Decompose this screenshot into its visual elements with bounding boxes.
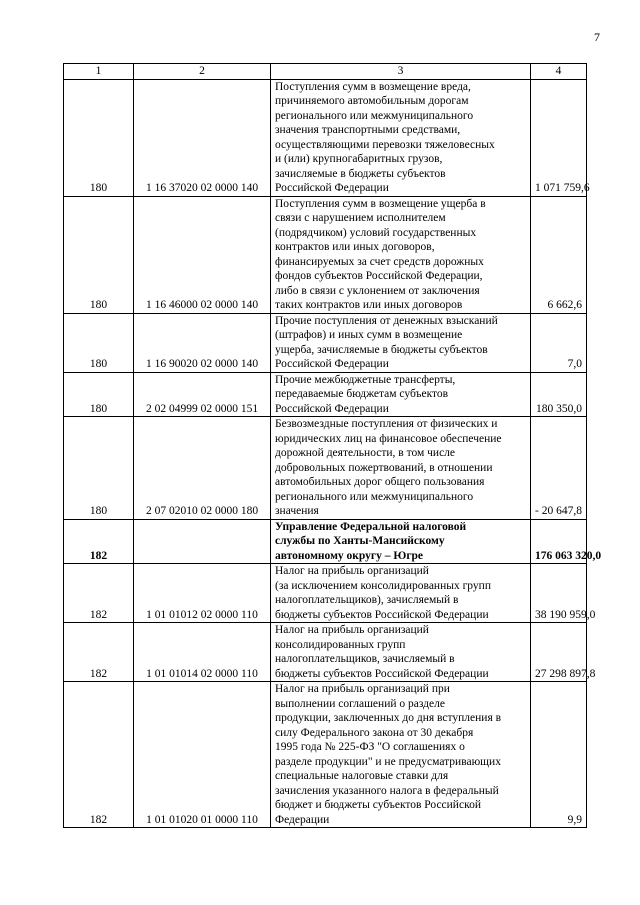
- table-row: [64, 623, 587, 682]
- budget-code-cell: 1 16 46000 02 0000 140: [134, 196, 271, 313]
- revenue-name-cell: Налог на прибыль организаций консолидированных групп налогоплательщиков, зачисляемый в бюджеты субъектов Российской Федерации: [271, 623, 531, 682]
- amount-cell: 7,0: [531, 313, 587, 372]
- revenue-name-cell: Поступления сумм в возмещение ущерба в связи с нарушением исполнителем (подрядчиком) условий государственных контрактов или иных договоров, финансируемых за счет средств дорожных фондов субъектов Российской Федерации, либо в связи с уклонением от заключения таких контрактов или иных договоров: [271, 196, 531, 313]
- amount-cell: 9,9: [531, 682, 587, 828]
- table-row: [64, 564, 587, 623]
- column-header-4: 4: [531, 64, 587, 80]
- admin-code-cell: 180: [64, 372, 134, 417]
- admin-code-cell: 182: [64, 519, 134, 564]
- revenue-name-cell: Налог на прибыль организаций (за исключением консолидированных групп налогоплательщиков), зачисляемый в бюджеты субъектов Российской Федерации: [271, 564, 531, 623]
- revenue-name-cell: Безвозмездные поступления от физических и юридических лиц на финансовое обеспечение дорожной деятельности, в том числе добровольных пожертвований, в отношении автомобильных дорог общего пользования регионального или межмуниципального значения: [271, 417, 531, 520]
- budget-code-cell: 1 01 01020 01 0000 110: [134, 682, 271, 828]
- budget-code-cell: 2 07 02010 02 0000 180: [134, 417, 271, 520]
- budget-code-cell: 1 16 90020 02 0000 140: [134, 313, 271, 372]
- admin-code-cell: 180: [64, 313, 134, 372]
- admin-code-cell: 180: [64, 417, 134, 520]
- table-row: [64, 519, 587, 564]
- table-header-row: [64, 64, 587, 80]
- revenue-name-cell: Налог на прибыль организаций при выполнении соглашений о разделе продукции, заключенных до дня вступления в силу Федерального закона от 30 декабря 1995 года № 225-ФЗ "О соглашениях о разделе продукции" и не предусматривающих специальные налоговые ставки для зачисления указанного налога в федеральный бюджет и бюджеты субъектов Российской Федерации: [271, 682, 531, 828]
- admin-code-cell: 182: [64, 564, 134, 623]
- amount-cell: 6 662,6: [531, 196, 587, 313]
- revenue-table: [63, 63, 602, 828]
- admin-code-cell: 182: [64, 682, 134, 828]
- column-header-3: 3: [271, 64, 531, 80]
- page-number: 7: [594, 30, 600, 44]
- amount-cell: 180 350,0: [531, 372, 587, 417]
- revenue-name-cell: Поступления сумм в возмещение вреда, причиняемого автомобильным дорогам регионального или межмуниципального значения транспортными средствами, осуществляющими перевозки тяжеловесных и (или) крупногабаритных грузов, зачисляемые в бюджеты субъектов Российской Федерации: [271, 79, 531, 196]
- amount-cell: 27 298 897,8: [531, 623, 587, 682]
- table-row: [64, 372, 587, 417]
- admin-code-cell: 182: [64, 623, 134, 682]
- budget-code-cell: [134, 519, 271, 564]
- table-row: [64, 682, 587, 828]
- column-header-2: 2: [134, 64, 271, 80]
- column-header-1: 1: [64, 64, 134, 80]
- table-row: [64, 313, 587, 372]
- budget-code-cell: 1 16 37020 02 0000 140: [134, 79, 271, 196]
- table-row: [64, 79, 587, 196]
- amount-cell: 1 071 759,6: [531, 79, 587, 196]
- amount-cell: 176 063 320,0: [531, 519, 587, 564]
- budget-code-cell: 1 01 01012 02 0000 110: [134, 564, 271, 623]
- amount-cell: 38 190 959,0: [531, 564, 587, 623]
- amount-cell: - 20 647,8: [531, 417, 587, 520]
- table-row: [64, 196, 587, 313]
- admin-code-cell: 180: [64, 79, 134, 196]
- revenue-name-cell: Прочие межбюджетные трансферты, передаваемые бюджетам субъектов Российской Федерации: [271, 372, 531, 417]
- admin-code-cell: 180: [64, 196, 134, 313]
- revenue-name-cell: Управление Федеральной налоговой службы по Ханты-Мансийскому автономному округу – Югре: [271, 519, 531, 564]
- budget-code-cell: 2 02 04999 02 0000 151: [134, 372, 271, 417]
- revenue-name-cell: Прочие поступления от денежных взысканий (штрафов) и иных сумм в возмещение ущерба, зачисляемые в бюджеты субъектов Российской Федерации: [271, 313, 531, 372]
- budget-code-cell: 1 01 01014 02 0000 110: [134, 623, 271, 682]
- table-row: [64, 417, 587, 520]
